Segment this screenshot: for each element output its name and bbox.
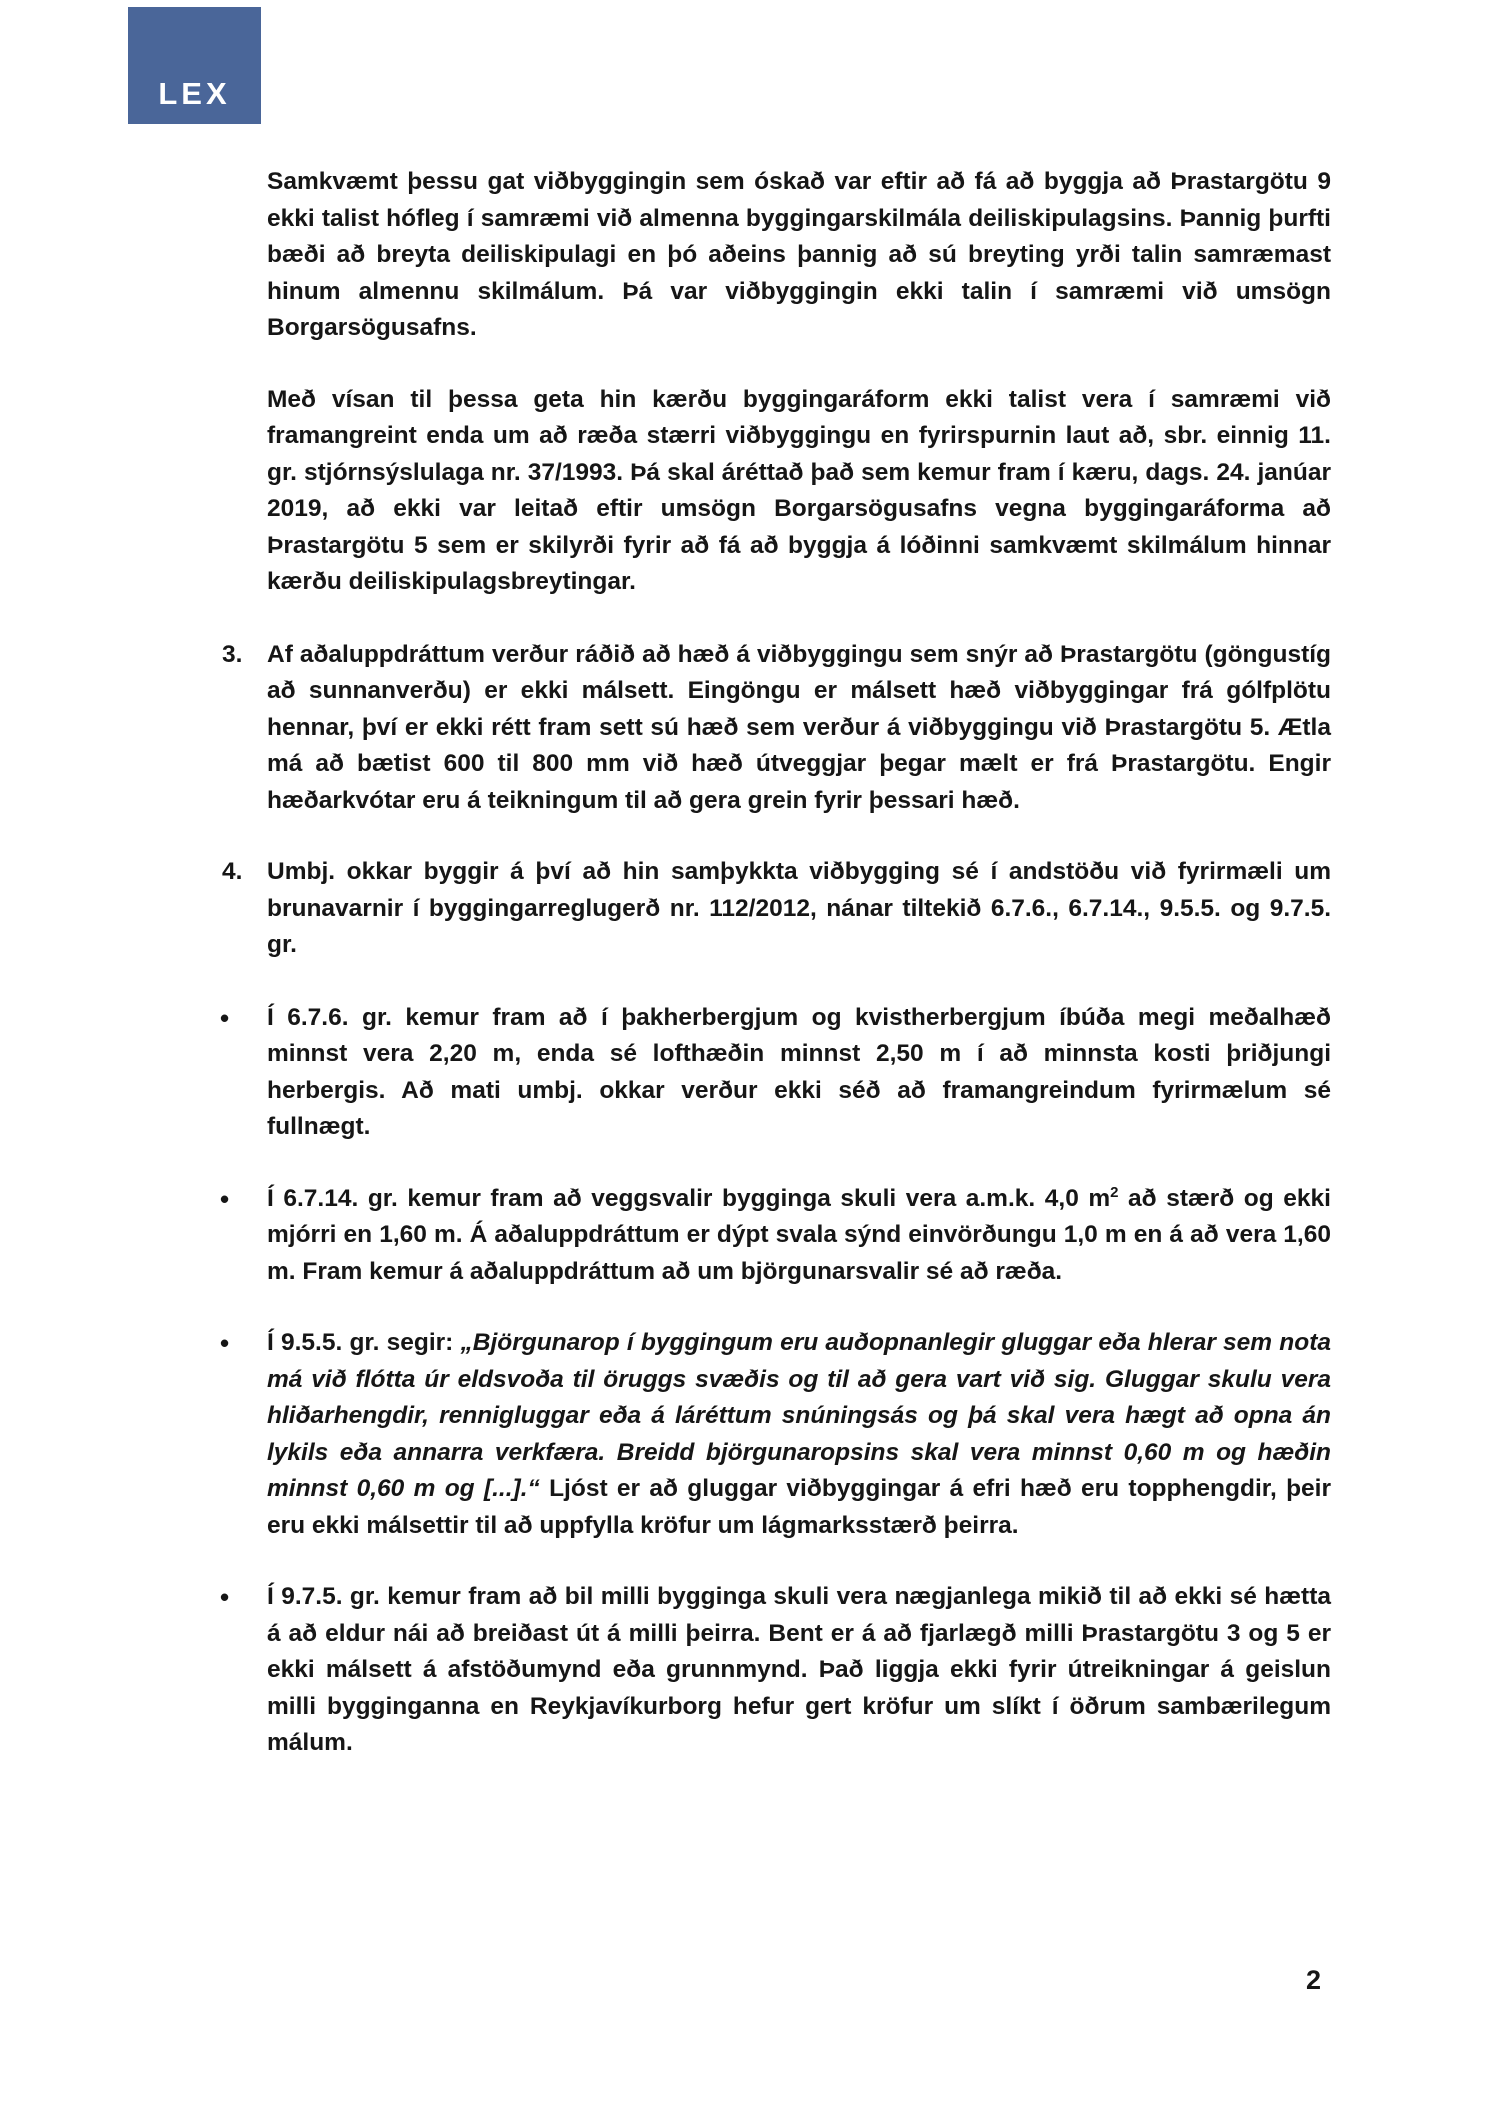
lex-logo — [128, 7, 261, 124]
numbered-item-4 — [222, 854, 1331, 964]
bullet-text: Í 9.7.5. gr. kemur fram að bil milli bygginga skuli vera nægjanlega mikið til að ekki sé hætta á að eldur nái að breiðast út á milli þeirra. Bent er á að fjarlægð milli Þrastargötu 3 og 5 er ekki málsett á afstöðumynd eða grunnmynd. Það liggja ekki fyrir útreikningar á geislun milli bygginganna en Reykjavíkurborg hefur gert kröfur um slíkt í öðrum sambærilegum málum. — [267, 1583, 1331, 1756]
item-text: Af aðaluppdráttum verður ráðið að hæð á viðbyggingu sem snýr að Þrastargötu (göngustíg að sunnanverðu) er ekki málsett. Eingöngu er málsett hæð viðbyggingar frá gólfplötu hennar, því er ekki rétt fram sett sú hæð sem verður á viðbyggingu við Þrastargötu 5. Ætla má að bætist 600 til 800 mm við hæð útveggjar þegar mælt er frá Þrastargötu. Engir hæðarkvótar eru á teikningum til að gera grein fyrir þessari hæð. — [267, 640, 1331, 814]
bullet-item-6-7-6 — [220, 1000, 1331, 1146]
document-body — [220, 164, 1331, 1762]
bullet-text-end: Ljóst er að gluggar viðbyggingar á efri hæð eru topphengdir, þeir eru ekki málsettir til að uppfylla kröfur um lágmarksstærð þeirra. — [267, 1475, 1331, 1539]
bullet-text-end: að stærð og ekki mjórri en 1,60 m. Á aðaluppdráttum er dýpt svala sýnd einvörðungu 1,0 m en á að vera 1,60 m. Fram kemur á aðaluppdráttum að um björgunarsvalir sé að ræða. — [267, 1184, 1331, 1285]
bullet-icon: • — [220, 1002, 230, 1033]
paragraph-2: Með vísan til þessa geta hin kærðu byggingaráform ekki talist vera í samræmi við framangreint enda um að ræða stærri viðbyggingu en fyrirspurnin laut að, sbr. einnig 11. gr. stjórnsýslulaga nr. 37/1993. Þá skal áréttað það sem kemur fram í kæru, dags. 24. janúar 2019, að ekki var leitað eftir umsögn Borgarsögusafns vegna byggingaráforma að Þrastargötu 5 sem er skilyrði fyrir að fá að byggja á lóðinni samkvæmt skilmálum hinnar kærðu deiliskipulagsbreytingar. — [267, 385, 1331, 595]
bullet-item-9-7-5 — [220, 1579, 1331, 1762]
bullet-icon: • — [220, 1582, 230, 1612]
bullet-item-9-5-5 — [220, 1325, 1331, 1544]
bullet-item-6-7-14 — [220, 1181, 1331, 1291]
bullet-text-start: Í 6.7.14. gr. kemur fram að veggsvalir bygginga skuli vera a.m.k. 4,0 m — [267, 1184, 1111, 1212]
bullet-text: Í 6.7.6. gr. kemur fram að í þakherbergjum og kvistherbergjum íbúða megi meðalhæð minnst vera 2,20 m, enda sé lofthæðin minnst 2,50 m í að minnsta kosti þriðjungi herbergis. Að mati umbj. okkar verður ekki séð að framangreindum fyrirmælum sé fullnægt. — [267, 1003, 1331, 1140]
item-number: 4. — [222, 858, 243, 885]
bullet-icon: • — [220, 1328, 230, 1358]
item-number: 3. — [222, 640, 243, 668]
paragraph-1: Samkvæmt þessu gat viðbyggingin sem óskað var eftir að fá að byggja að Þrastargötu 9 ekki talist hófleg í samræmi við almenna byggingarskilmála deiliskipulagsins. Þannig þurfti bæði að breyta deiliskipulagi en þó aðeins þannig að sú breyting yrði talin samræmast hinum almennu skilmálum. Þá var viðbyggingin ekki talin í samræmi við umsögn Borgarsögusafns. — [267, 168, 1331, 341]
item-text: Umbj. okkar byggir á því að hin samþykkta viðbygging sé í andstöðu við fyrirmæli um brunavarnir í byggingarreglugerð nr. 112/2012, nánar tiltekið 6.7.6., 6.7.14., 9.5.5. og 9.7.5. gr. — [267, 858, 1331, 958]
logo-text: LEX — [158, 76, 231, 111]
numbered-item-3 — [222, 637, 1331, 820]
page-number: 2 — [1306, 1965, 1322, 1995]
bullet-icon: • — [220, 1183, 230, 1214]
superscript-2: 2 — [1110, 1183, 1119, 1201]
regulation-quote: „Björgunarop í byggingum eru auðopnanlegir gluggar eða hlerar sem nota má við flótta úr eldsvoða til öruggs svæðis og til að gera vart við sig. Gluggar skulu vera hliðarhengdir, rennigluggar eða á láréttum snúningsás og þá skal vera hægt að opna án lykils eða annarra verkfæra. Breidd björgunaropsins skal vera minnst 0,60 m og hæðin minnst 0,60 m og [...].“ — [267, 1329, 1331, 1502]
bullet-text-start: Í 9.5.5. gr. segir: — [267, 1329, 461, 1356]
